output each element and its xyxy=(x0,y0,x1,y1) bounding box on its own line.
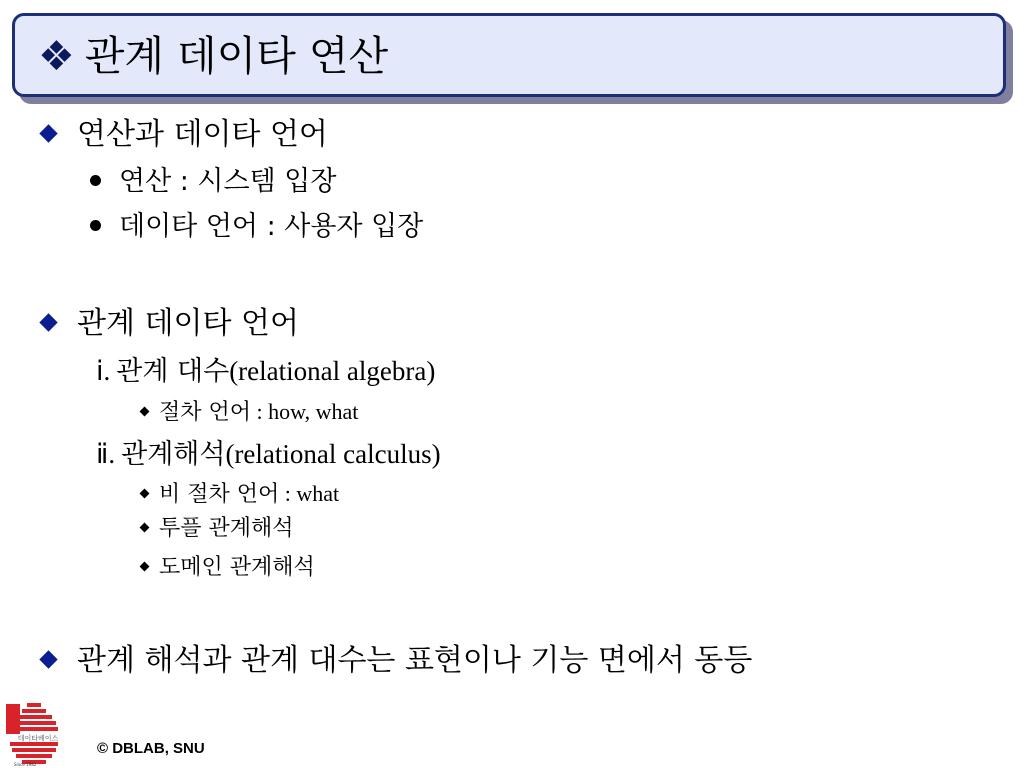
subsection-label-en: (relational algebra) xyxy=(229,356,436,386)
subsection-relational-calculus xyxy=(96,437,441,472)
section-heading: 관계 데이타 언어 xyxy=(77,306,299,341)
dblab-logo xyxy=(0,700,76,768)
dot-bullet-icon xyxy=(90,175,101,186)
small-diamond-bullet-icon xyxy=(140,406,150,416)
bullet-section-3 xyxy=(38,642,752,680)
database-logo-icon xyxy=(0,700,76,768)
dot-bullet-icon xyxy=(90,220,101,231)
diamond-bullet-icon xyxy=(39,124,57,142)
list-item xyxy=(139,397,358,428)
subsection-label-en: (relational calculus) xyxy=(225,439,441,469)
section-heading: 관계 해석과 관계 대수는 표현이나 기능 면에서 동등 xyxy=(77,643,753,678)
small-diamond-bullet-icon xyxy=(140,522,150,532)
list-item xyxy=(139,479,339,510)
small-diamond-bullet-icon xyxy=(140,561,150,571)
diamond-bullet-icon xyxy=(39,650,57,668)
diamond-bullet-icon xyxy=(39,313,57,331)
slide-title-text: 관계 데이타 연산 xyxy=(84,32,389,80)
list-item-text: 도메인 관계해석 xyxy=(159,555,315,580)
subsection-relational-algebra xyxy=(96,354,435,389)
list-item-text: 투플 관계해석 xyxy=(159,516,294,541)
subsection-label-ko: 관계 대수 xyxy=(116,356,230,387)
logo-text: 데이타베이스 xyxy=(17,734,59,743)
small-diamond-bullet-icon xyxy=(140,488,150,498)
list-item-text: 절차 언어 xyxy=(159,400,252,425)
four-diamond-icon: ❖ xyxy=(38,32,75,80)
bullet-section-1 xyxy=(38,116,328,154)
list-item-text-en: : what xyxy=(279,481,340,506)
list-item xyxy=(139,514,294,544)
section-heading: 연산과 데이타 언어 xyxy=(77,117,328,152)
copyright: © DBLAB, SNU xyxy=(97,740,205,757)
roman-numeral: ⅰ. xyxy=(96,356,111,386)
list-item xyxy=(88,165,336,199)
list-item-text: 연산 : 시스템 입장 xyxy=(119,166,337,197)
list-item xyxy=(139,553,315,583)
list-item-text: 비 절차 언어 xyxy=(159,482,280,507)
roman-numeral: ⅱ. xyxy=(96,439,116,469)
slide-title xyxy=(38,27,388,85)
list-item xyxy=(88,210,423,244)
logo-since: Since 1982 xyxy=(14,762,37,767)
list-item-text: 데이타 언어 : 사용자 입장 xyxy=(119,211,424,242)
subsection-label-ko: 관계해석 xyxy=(121,439,226,470)
list-item-text-en: : how, what xyxy=(251,399,359,424)
bullet-section-2 xyxy=(38,305,299,343)
